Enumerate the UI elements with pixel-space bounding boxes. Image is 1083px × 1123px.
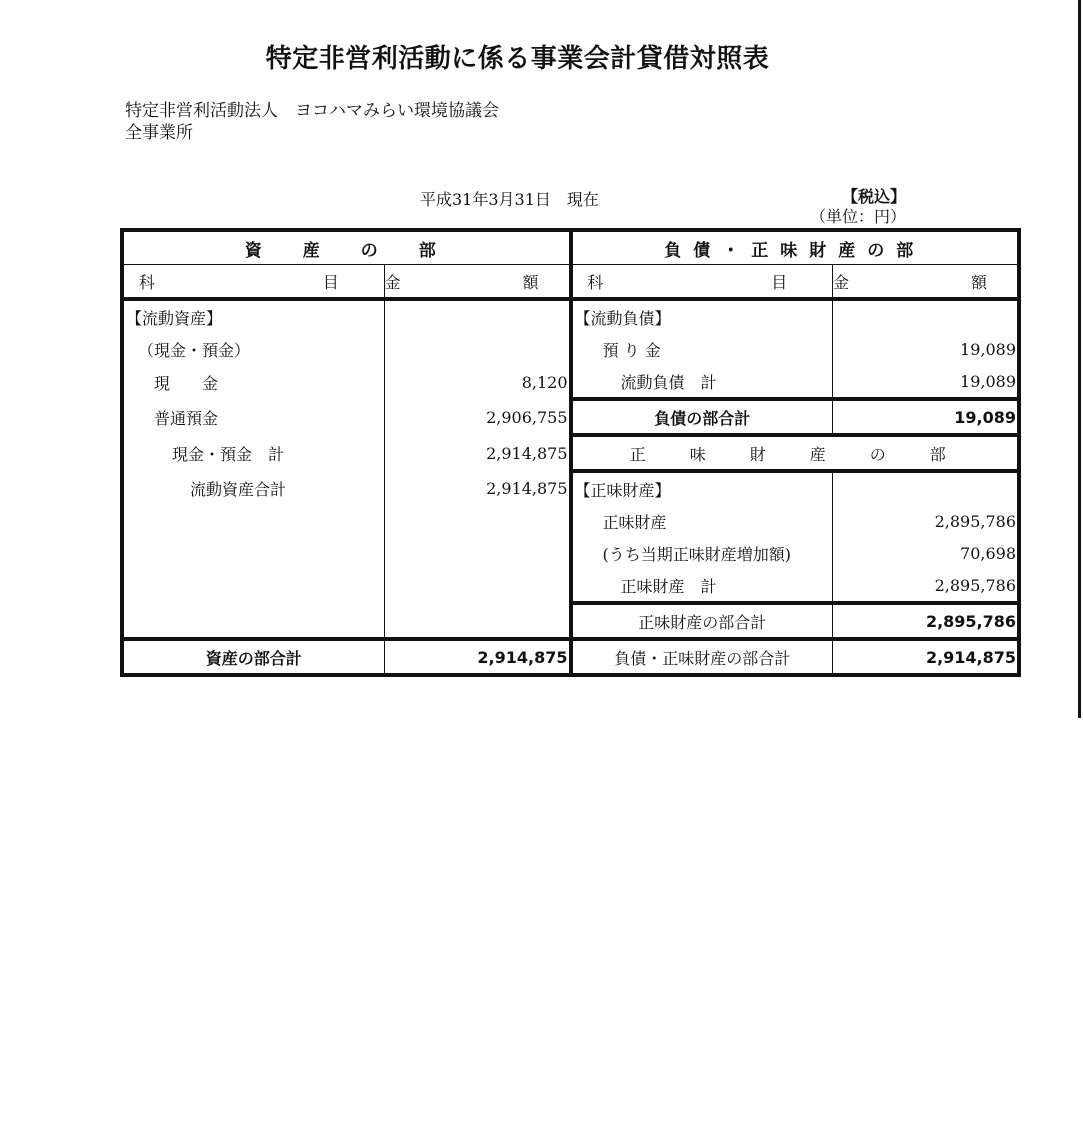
- current-assets-total-value: 2,914,875: [384, 471, 571, 505]
- grand-total-label: 負債・正味財産の部合計: [571, 639, 833, 675]
- liabilities-total-label: 負債の部合計: [571, 399, 833, 435]
- deposits-received-label: 預 り 金: [571, 333, 833, 365]
- liabilities-amount-cell: [833, 299, 1020, 333]
- net-assets-total-label: 正味財産の部合計: [571, 603, 833, 639]
- net-assets-subtotal-value: 2,895,786: [833, 569, 1020, 603]
- table-row: [122, 603, 1019, 639]
- net-assets-section-header: 正 味 財 産 の 部: [571, 435, 1020, 471]
- current-assets-label: 【流動資産】: [126, 308, 223, 328]
- column-header-row: [122, 265, 1019, 300]
- organization-name: 特定非営利活動法人 ヨコハマみらい環境協議会: [125, 101, 499, 121]
- cash-label: 現 金: [154, 373, 219, 393]
- assets-empty-cell: [122, 505, 384, 537]
- net-assets-increase-value: 70,698: [833, 537, 1020, 569]
- assets-amount-cell: [384, 299, 571, 333]
- assets-amount-cell: [384, 505, 571, 537]
- tax-unit-note: [780, 187, 906, 227]
- net-assets-total-value: 2,895,786: [833, 603, 1020, 639]
- assets-section-header: 資 産 の 部: [122, 230, 571, 265]
- assets-amount-cell: [384, 333, 571, 365]
- document-title: 特定非営利活動に係る事業会計貸借対照表: [265, 44, 770, 74]
- organization-block: [125, 100, 499, 144]
- net-assets-item-value: 2,895,786: [833, 505, 1020, 537]
- table-row: [122, 537, 1019, 569]
- tax-note: 【税込】: [841, 187, 906, 206]
- assets-total-value: 2,914,875: [384, 639, 571, 675]
- scope-label: 全事業所: [125, 123, 193, 143]
- table-row: [122, 471, 1019, 505]
- assets-empty-cell: [122, 537, 384, 569]
- cash-deposits-total-label: 現金・預金 計: [172, 444, 285, 464]
- balance-sheet-table: [120, 228, 1021, 677]
- net-assets-label: 【正味財産】: [571, 471, 833, 505]
- current-assets-total-label: 流動資産合計: [190, 479, 287, 499]
- liabilities-total-value: 19,089: [833, 399, 1020, 435]
- table-row: [122, 299, 1019, 333]
- net-assets-increase-label: (うち当期正味財産増加額): [571, 537, 833, 569]
- current-liabilities-total-label: 流動負債 計: [571, 365, 833, 399]
- net-assets-subtotal-label: 正味財産 計: [571, 569, 833, 603]
- cash-value: 8,120: [384, 365, 571, 399]
- table-row: [122, 399, 1019, 435]
- ordinary-deposit-label: 普通預金: [154, 408, 219, 428]
- totals-row: [122, 639, 1019, 675]
- ordinary-deposit-value: 2,906,755: [384, 399, 571, 435]
- assets-amount-header: 金 額: [384, 265, 571, 300]
- page-edge-line: [1078, 0, 1081, 718]
- table-row: [122, 569, 1019, 603]
- as-of-date: 平成31年3月31日 現在: [420, 190, 599, 209]
- assets-empty-cell: [122, 569, 384, 603]
- assets-subject-header: 科 目: [122, 265, 384, 300]
- current-liabilities-label: 【流動負債】: [571, 299, 833, 333]
- section-header-row: [122, 230, 1019, 265]
- cash-deposits-total-value: 2,914,875: [384, 435, 571, 471]
- current-liabilities-total-value: 19,089: [833, 365, 1020, 399]
- assets-total-label: 資産の部合計: [122, 639, 384, 675]
- unit-note: （単位：円）: [809, 207, 906, 226]
- net-assets-item-label: 正味財産: [571, 505, 833, 537]
- cash-deposits-label: （現金・預金）: [138, 340, 251, 360]
- grand-total-value: 2,914,875: [833, 639, 1020, 675]
- assets-amount-cell: [384, 569, 571, 603]
- liabilities-subject-header: 科 目: [571, 265, 833, 300]
- deposits-received-value: 19,089: [833, 333, 1020, 365]
- table-row: [122, 333, 1019, 365]
- assets-amount-cell: [384, 537, 571, 569]
- liabilities-section-header: 負債・正味財産の部: [571, 230, 1020, 265]
- liabilities-amount-header: 金 額: [833, 265, 1020, 300]
- liabilities-amount-cell: [833, 471, 1020, 505]
- table-row: [122, 505, 1019, 537]
- table-row: [122, 365, 1019, 399]
- assets-empty-cell: [122, 603, 384, 639]
- table-row: [122, 435, 1019, 471]
- assets-amount-cell: [384, 603, 571, 639]
